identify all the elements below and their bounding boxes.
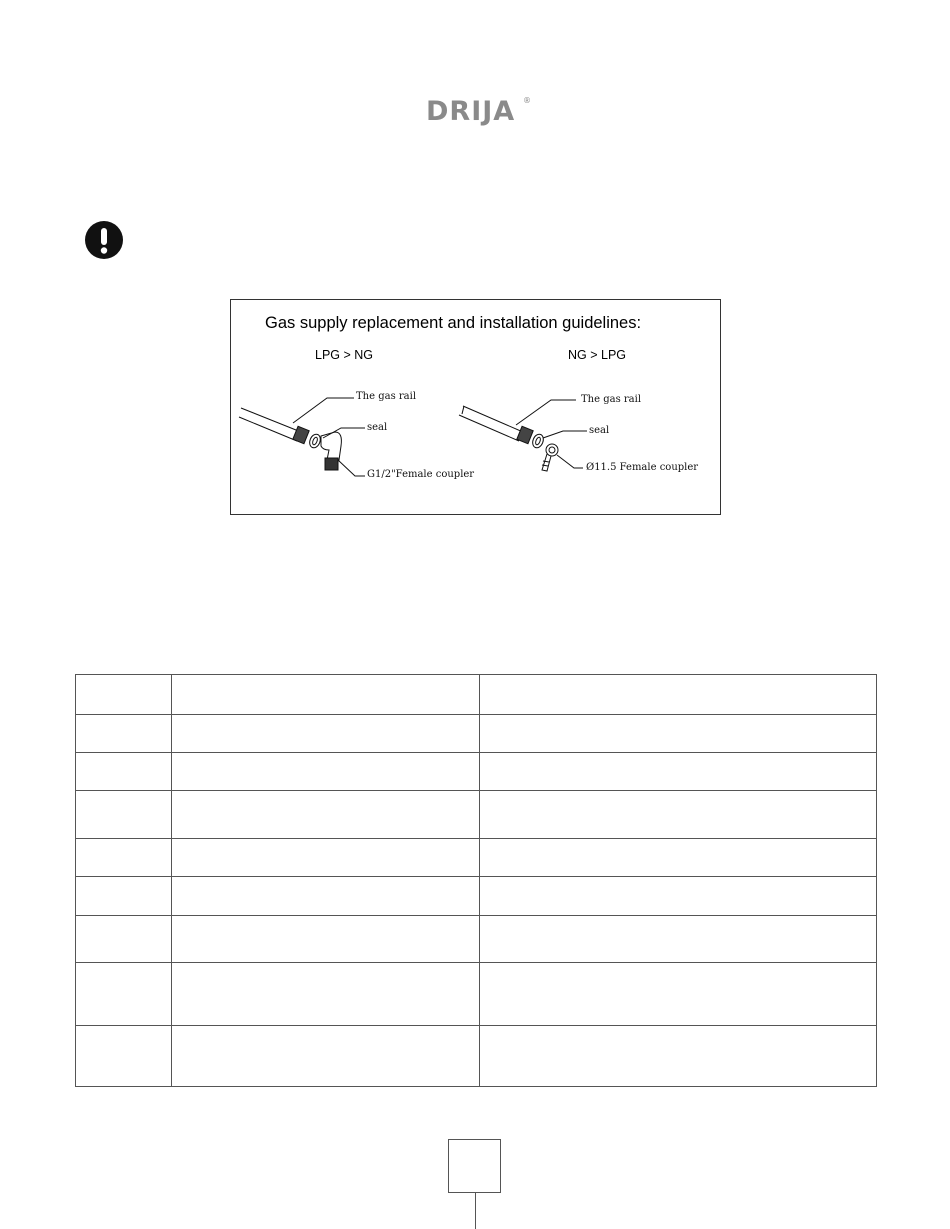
page-number-box [448, 1139, 501, 1193]
brand-logo [426, 96, 531, 127]
brand-name: DRIJA [426, 96, 516, 127]
table-cell [172, 791, 480, 839]
table-cell [480, 675, 877, 715]
table-cell [172, 839, 480, 877]
table-row [76, 715, 877, 753]
table-cell [76, 791, 172, 839]
left-gas-rail-label: The gas rail [356, 391, 417, 402]
table-cell [172, 877, 480, 916]
gas-supply-diagram [230, 299, 721, 515]
table-cell [480, 877, 877, 916]
table-row [76, 1026, 877, 1087]
table-cell [172, 963, 480, 1026]
table-cell [480, 753, 877, 791]
right-gas-rail-label: The gas rail [581, 394, 642, 405]
table-cell [172, 675, 480, 715]
table-cell [172, 753, 480, 791]
left-seal-label: seal [367, 422, 388, 433]
registered-mark: ® [523, 96, 531, 105]
table-cell [480, 1026, 877, 1087]
exclamation-circle-icon [85, 221, 123, 259]
pipe-drawings [231, 300, 722, 516]
specification-table [75, 674, 877, 1087]
table-cell [480, 963, 877, 1026]
table-cell [76, 916, 172, 963]
table-cell [480, 791, 877, 839]
right-seal-label: seal [589, 425, 610, 436]
table-row [76, 963, 877, 1026]
page-marker-line [475, 1193, 476, 1229]
table-cell [76, 675, 172, 715]
table-cell [76, 839, 172, 877]
table-cell [76, 963, 172, 1026]
table-cell [172, 1026, 480, 1087]
table-cell [76, 715, 172, 753]
table-cell [76, 877, 172, 916]
table-cell [480, 715, 877, 753]
table-row [76, 877, 877, 916]
table-cell [76, 753, 172, 791]
table-row [76, 916, 877, 963]
right-coupler-label: Ø11.5 Female coupler [586, 462, 699, 473]
table-row [76, 839, 877, 877]
table-row [76, 791, 877, 839]
table-cell [172, 916, 480, 963]
table-row [76, 753, 877, 791]
table-cell [480, 916, 877, 963]
table-cell [480, 839, 877, 877]
lpg-to-ng-subtitle: LPG > NG [315, 348, 374, 362]
table-row [76, 675, 877, 715]
table-cell [172, 715, 480, 753]
table-cell [76, 1026, 172, 1087]
ng-to-lpg-subtitle: NG > LPG [568, 348, 627, 362]
diagram-title: Gas supply replacement and installation guidelines: [265, 314, 642, 332]
left-coupler-label: G1/2"Female coupler [367, 469, 475, 480]
